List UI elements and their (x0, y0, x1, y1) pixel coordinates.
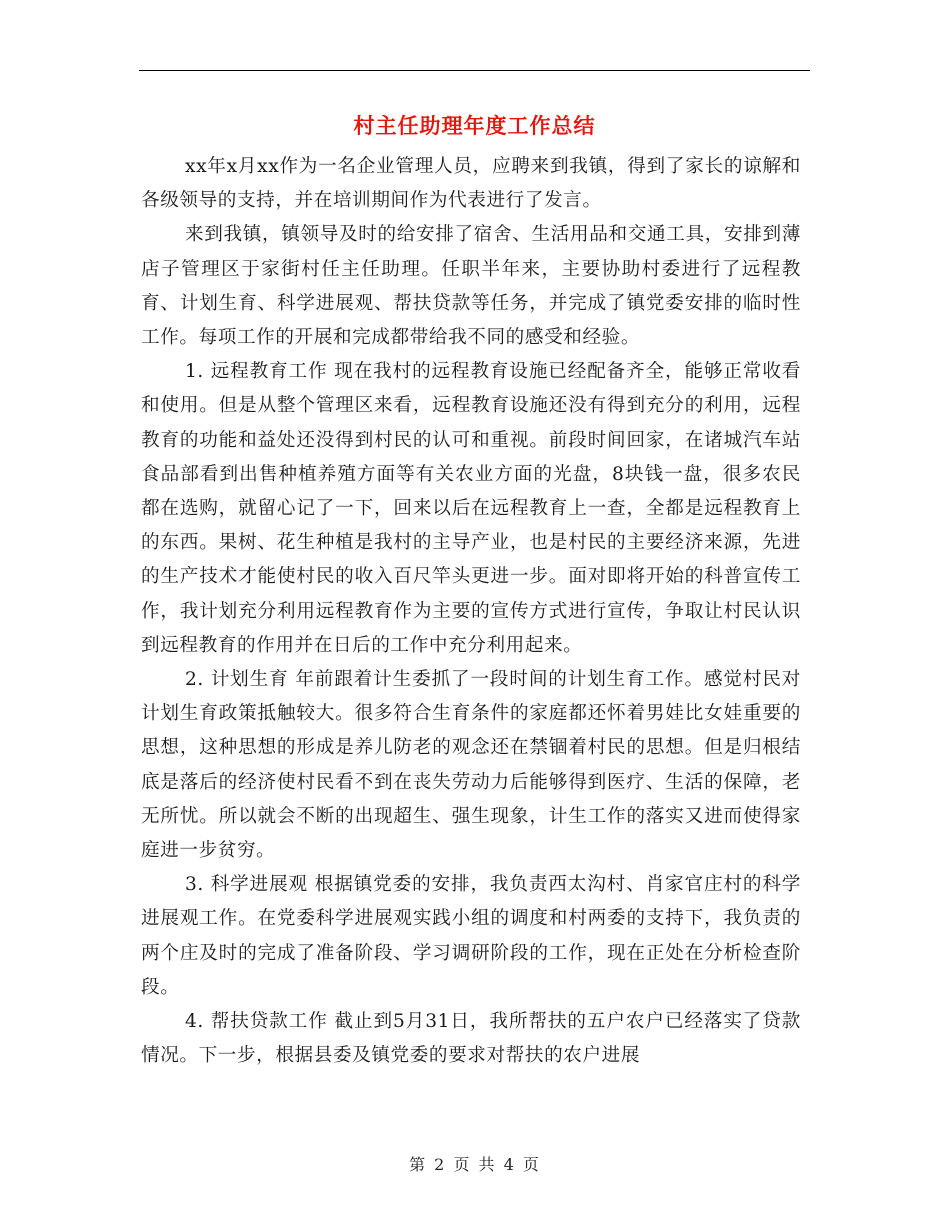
paragraph-intro: xx年x月xx作为一名企业管理人员，应聘来到我镇，得到了家长的谅解和各级领导的支持，并在培训期间作为代表进行了发言。 (141, 156, 801, 212)
page-number-footer: 第 2 页 共 4 页 (409, 1155, 541, 1174)
paragraph-remote-education: 1. 远程教育工作 现在我村的远程教育设施已经配备齐全，能够正常收看和使用。但是从整个管理区来看，远程教育设施还没有得到充分的利用，远程教育的功能和益处还没得到村民的认可和重视。前段时间回家，在诸城汽车站食品部看到出售种植养殖方面等有关农业方面的光盘，8块钱一盘，很多农民都在选购，就留心记了一下，回来以后在远程教育上一查，全都是远程教育上的东西。果树、花生种植是我村的主导产业，也是村民的主要经济来源，先进的生产技术才能使村民的收入百尺竿头更进一步。面对即将开始的科普宣传工作，我计划充分利用远程教育作为主要的宣传方式进行宣传，争取让村民认识到远程教育的作用并在日后的工作中充分利用起来。 (141, 361, 801, 656)
paragraph-assistance-loans: 4. 帮扶贷款工作 截止到5月31日，我所帮扶的五户农户已经落实了贷款情况。下一步，根据县委及镇党委的要求对帮扶的农户进展 (141, 1011, 801, 1067)
header-rule (139, 70, 810, 71)
paragraph-scientific-development: 3. 科学进展观 根据镇党委的安排，我负责西太沟村、肖家官庄村的科学进展观工作。在党委科学进展观实践小组的调度和村两委的支持下，我负责的两个庄及时的完成了准备阶段、学习调研阶段的工作，现在正处在分析检查阶段。 (141, 874, 801, 998)
paragraph-family-planning: 2. 计划生育 年前跟着计生委抓了一段时间的计划生育工作。感觉村民对计划生育政策抵触较大。很多符合生育条件的家庭都还怀着男娃比女娃重要的思想，这种思想的形成是养儿防老的观念还在禁锢着村民的思想。但是归根结底是落后的经济使村民看不到在丧失劳动力后能够得到医疗、生活的保障，老无所忧。所以就会不断的出现超生、强生现象，计生工作的落实又进而使得家庭进一步贫穷。 (141, 669, 801, 862)
paragraph-arrival: 来到我镇，镇领导及时的给安排了宿舍、生活用品和交通工具，安排到薄店子管理区于家街村任主任助理。任职半年来，主要协助村委进行了远程教育、计划生育、科学进展观、帮扶贷款等任务，并完成了镇党委安排的临时性工作。每项工作的开展和完成都带给我不同的感受和经验。 (141, 224, 801, 349)
document-body (141, 150, 801, 1073)
document-title: 村主任助理年度工作总结 (353, 114, 596, 138)
